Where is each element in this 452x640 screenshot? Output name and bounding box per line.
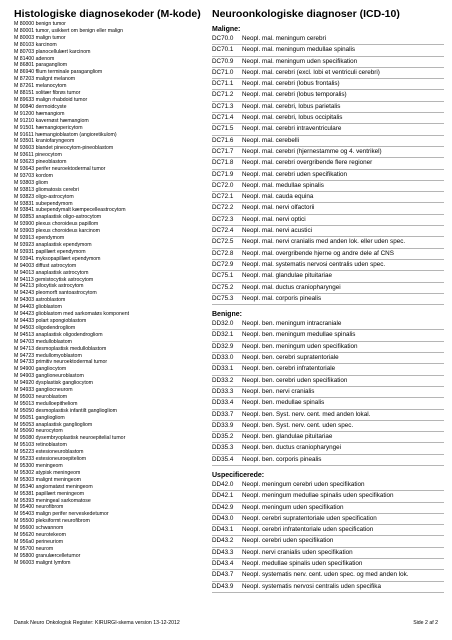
diagnosis-row [212, 249, 444, 260]
histology-code-item: M 91200 hæmangiom [14, 110, 65, 117]
histology-code-item: M 95060 neurocytom [14, 428, 63, 435]
diagnosis-code: DD33.0 [212, 354, 234, 362]
histology-code-item: M 94513 anaplastisk oligodendrogliom [14, 331, 103, 338]
diagnosis-code: DD35.4 [212, 455, 234, 463]
histology-code-item: M 93823 oligo-astrocytom [14, 193, 74, 200]
histology-code-item: M 93913 ependymom [14, 235, 65, 242]
diagnosis-description: Neopl. meningum cerebri uden specifikation [242, 480, 365, 488]
diagnosis-row [212, 34, 444, 45]
histology-code-item: M 93813 gliomatosis cerebri [14, 186, 79, 193]
histology-code-item: M 86940 fllum terminale paragangliom [14, 69, 103, 76]
diagnosis-code: DD43.2 [212, 537, 234, 545]
diagnosis-code: DC75.2 [212, 283, 234, 291]
diagnosis-row [212, 548, 444, 559]
diagnosis-row [212, 215, 444, 226]
diagnosis-row [212, 170, 444, 181]
diagnosis-description: Neopl. mal. cerebri (lobus frontalis) [242, 80, 340, 88]
histology-code-item: M 93941 myksopapillært ependymom [14, 255, 101, 262]
diagnosis-code: DC71.8 [212, 159, 234, 167]
diagnosis-code: DC72.0 [212, 181, 234, 189]
diagnosis-description: Neopl. mal. cerebri overgribende flere regioner [242, 159, 373, 167]
diagnosis-row [212, 582, 444, 593]
diagnosis-code: DD43.0 [212, 514, 234, 522]
diagnosis-code: DC72.4 [212, 227, 234, 235]
section-label: Benigne: [212, 311, 242, 319]
histology-code-item: M 94013 anaplastisk astrocytom [14, 269, 89, 276]
diagnosis-row [212, 364, 444, 375]
diagnosis-code: DD33.4 [212, 399, 234, 407]
diagnosis-code: DC72.8 [212, 249, 234, 257]
diagnosis-code: DC70.1 [212, 46, 234, 54]
histology-code-item: M 94243 pleomorft xantoastrocytom [14, 290, 97, 297]
histology-code-item: M 93803 gliom [14, 179, 49, 186]
diagnosis-code: DC71.4 [212, 114, 234, 122]
histology-code-item: M 80000 benign tumor [14, 21, 66, 27]
diagnosis-row [212, 68, 444, 79]
histology-code-item: M 95700 neurom [14, 545, 54, 552]
histology-code-item: M 93603 blandet pineocytom-pineoblastom [14, 145, 114, 152]
histology-code-item: M 93903 plexus choroideus karcinom [14, 228, 100, 235]
histology-code-item: M 93623 pineoblastom [14, 159, 67, 166]
histology-code-item: M 95050 desmoplastisk infantilt gangliogliom [14, 407, 117, 414]
diagnosis-description: Neopl. meningum uden specifikation [242, 503, 344, 511]
diagnosis-row [212, 353, 444, 364]
histology-code-item: M 90840 dermoidcyste [14, 103, 67, 110]
diagnosis-description: Neopl. mal. meningum medullae spinalis [242, 46, 356, 54]
diagnosis-row [212, 124, 444, 135]
diagnosis-description: Neopl. mal. systematis nervosi centralis uden spec. [242, 260, 386, 268]
histology-code-item: M 80703 planocellulært karcinom [14, 48, 91, 55]
diagnosis-description: Neopl. nervi cranialis uden specifikation [242, 548, 353, 556]
histology-code-item: M 956a0 perineuriom [14, 538, 64, 545]
histology-code-item: M 87261 melanocytom [14, 83, 67, 90]
diagnosis-code: DC75.1 [212, 272, 234, 280]
diagnosis-row [212, 342, 444, 353]
diagnosis-description: Neopl. mal. nervi optici [242, 215, 306, 223]
diagnosis-row [212, 113, 444, 124]
histology-code-item: M 95400 neurofibrom [14, 504, 64, 511]
histology-code-item: M 93841 subependymalt kæmpecelleastrocytom [14, 207, 126, 214]
diagnosis-code: DC75.3 [212, 294, 234, 302]
diagnosis-description: Neopl. mal. cerebri uden specifikation [242, 170, 348, 178]
histology-code-item: M 95233 estesioneuroepiteliom [14, 456, 87, 463]
histology-code-item: M 93643 perifer neuroektodermal tumor [14, 166, 106, 173]
histology-code-item: M 93831 subependymom [14, 200, 73, 207]
diagnosis-code: DC71.0 [212, 68, 234, 76]
diagnosis-description: Neopl. mal. ductus craniopharyngei [242, 283, 341, 291]
diagnosis-code: DD33.3 [212, 387, 234, 395]
diagnosis-row [212, 181, 444, 192]
diagnosis-description: Neopl. mal. cerebri (hjernestamme og 4. ventrikel) [242, 147, 382, 155]
histology-code-item: M 86801 paragangliom [14, 62, 68, 69]
diagnosis-row [212, 455, 444, 466]
histology-code-item: M 95103 retinoblastom [14, 442, 67, 449]
histology-code-item: M 94503 oligodendrogliom [14, 324, 76, 331]
diagnosis-description: Neopl. systematis nervosi centralis uden specifika [242, 582, 381, 590]
diagnosis-code: DC72.2 [212, 204, 234, 212]
section-label: Maligne: [212, 26, 241, 33]
histology-code-item: M 96003 malignt lymfom [14, 559, 71, 566]
diagnosis-row [212, 480, 444, 491]
diagnosis-description: Neopl. systematis nerv. cent. uden spec. og med anden lok. [242, 571, 409, 579]
diagnosis-description: Neopl. mal. meningum cerebri [242, 35, 326, 42]
diagnosis-description: Neopl. cerebri uden specifikation [242, 537, 334, 545]
histology-code-item: M 94303 astroblastom [14, 297, 66, 304]
diagnosis-code: DD35.3 [212, 444, 234, 452]
diagnosis-code: DD32.0 [212, 320, 234, 328]
histology-code-item: M 95303 malignt meningeom [14, 476, 81, 483]
diagnosis-code: DD32.1 [212, 331, 234, 339]
diagnosis-description: Neopl. mal. cerebri intraventriculare [242, 125, 342, 133]
histology-code-item: M 95393 meningeal sarkomatose [14, 497, 91, 504]
histology-code-item: M 94113 gemistocytisk astrocytom [14, 276, 94, 283]
diagnosis-description: Neopl. mal. nervi acustici [242, 227, 312, 235]
diagnosis-row [212, 226, 444, 237]
histology-code-item: M 95800 granulærcelletumor [14, 552, 81, 559]
diagnosis-row [212, 421, 444, 432]
diagnosis-code: DC72.1 [212, 193, 234, 201]
histology-code-item: M 89633 malign rhabdoid tumor [14, 96, 88, 103]
diagnosis-description: Neopl. cerebri infratentoriale uden specification [242, 526, 374, 534]
diagnosis-description: Neopl. ben. nervi cranialis [242, 387, 315, 395]
diagnosis-row [212, 90, 444, 101]
histology-code-item: M 81400 adenom [14, 55, 55, 62]
diagnosis-row [212, 387, 444, 398]
histology-code-item: M 95080 dysembryoplastisk neuroepitelial tumor [14, 435, 126, 442]
diagnosis-row [212, 398, 444, 409]
diagnosis-description: Neopl. cerebri supratentoriale uden specification [242, 514, 377, 522]
diagnosis-description: Neopl. mal. cerebelli [242, 136, 300, 144]
histology-code-item: M 95223 estesioneuroblastom [14, 449, 84, 456]
diagnosis-code: DD33.1 [212, 365, 234, 373]
diagnosis-description: Neopl. ben. Syst. nerv. cent. med anden lokal. [242, 410, 371, 418]
diagnosis-row [212, 376, 444, 387]
histology-code-item: M 94933 gangliocneurom [14, 387, 73, 394]
histology-code-item: M 95003 neuroblastom [14, 393, 68, 400]
histology-code-item: M 94903 ganglioneuroblastom [14, 373, 84, 380]
diagnosis-row [212, 192, 444, 203]
diagnosis-description: Neopl. ben. glandulae pituitariae [242, 433, 333, 441]
histology-code-list [14, 21, 198, 567]
diagnosis-description: Neopl. meningum medullae spinalis uden specifikation [242, 492, 394, 500]
diagnosis-description: Neopl. mal. glandulae pituitariae [242, 272, 332, 280]
histology-code-item: M 94713 desmoplastisk medulloblastom [14, 345, 107, 352]
diagnosis-row [212, 319, 444, 330]
histology-code-item: M 95051 gangliogliom [14, 414, 65, 421]
diagnosis-code: DC71.7 [212, 147, 234, 155]
histology-code-item: M 94403 glioblastom [14, 304, 62, 311]
diagnosis-row [212, 514, 444, 525]
histology-code-item: M 94423 glioblastom med sarkomatøs komponent [14, 311, 130, 318]
section-label: Uspecificerede: [212, 471, 265, 479]
histology-code-item: M 93501 kraniofaryngeom [14, 138, 75, 145]
histology-code-item: M 91210 kavernøst hæmangiom [14, 117, 89, 124]
diagnosis-code: DD43.9 [212, 582, 234, 590]
diagnosis-row [212, 559, 444, 570]
diagnosis-description: Neopl. ben. cerebri supratentoriale [242, 354, 339, 362]
icd10-column [212, 8, 444, 593]
histology-code-item: M 93931 papillært ependymom [14, 248, 86, 255]
diagnosis-description: Neopl. mal. meningum uden specifikation [242, 57, 358, 65]
diagnosis-code: DD33.9 [212, 421, 234, 429]
diagnosis-code: DD43.3 [212, 548, 234, 556]
diagnosis-code: DC71.1 [212, 80, 234, 88]
diagnosis-row [212, 102, 444, 113]
diagnosis-row [212, 203, 444, 214]
histology-code-item: M 93923 anaplastisk ependymom [14, 242, 92, 248]
diagnosis-code: DD42.1 [212, 492, 234, 500]
diagnosis-code: DD42.9 [212, 503, 234, 511]
diagnosis-code: DD43.4 [212, 560, 234, 568]
histology-title: Histologiske diagnosekoder (M-kode) [14, 8, 201, 20]
diagnosis-row [212, 410, 444, 421]
diagnosis-description: Neopl. medullae spinalis uden specifikation [242, 560, 363, 568]
histology-code-item: M 94213 pilocytisk astrocytom [14, 283, 84, 290]
diagnosis-row [212, 147, 444, 158]
footer-page-number: Side 2 af 2 [413, 620, 438, 626]
histology-code-item: M 95053 anaplastisk gangliogliom [14, 421, 93, 428]
histology-code-item: M 94920 dysplastisk gangliocytom [14, 380, 94, 387]
diagnosis-code: DD35.2 [212, 433, 234, 441]
diagnosis-description: Neopl. mal. cerebri (lobus temporalis) [242, 91, 347, 99]
histology-code-item: M 94723 medullomyoblastom [14, 352, 82, 359]
histology-code-item: M 94733 primitiv neuroektodermal tumor [14, 359, 108, 366]
diagnosis-description: Neopl. ben. meningum intracraniale [242, 320, 342, 328]
diagnosis-code: DC72.5 [212, 238, 234, 246]
diagnosis-code: DC71.5 [212, 125, 234, 133]
diagnosis-row [212, 136, 444, 147]
diagnosis-row [212, 525, 444, 536]
histology-column [14, 8, 201, 567]
histology-code-item: M 95500 pleksiformt neurofibrom [14, 518, 90, 525]
diagnosis-description: Neopl. ben. medullae spinalis [242, 399, 325, 407]
diagnosis-row [212, 570, 444, 581]
diagnosis-row [212, 158, 444, 169]
histology-code-item: M 93703 kordom [14, 172, 53, 179]
diagnosis-description: Neopl. ben. Syst. nerv. cent. uden spec. [242, 421, 354, 429]
diagnosis-description: Neopl. mal. corporis pinealis [242, 294, 322, 302]
histology-code-item: M 80003 malign tumor [14, 34, 66, 41]
diagnosis-code: DC72.3 [212, 215, 234, 223]
diagnosis-row [212, 283, 444, 294]
diagnosis-code: DC71.2 [212, 91, 234, 99]
diagnosis-description: Neopl. mal. cauda equina [242, 193, 314, 201]
diagnosis-row [212, 330, 444, 341]
diagnosis-row [212, 45, 444, 56]
histology-code-item: M 95600 schwannom [14, 525, 64, 532]
histology-code-item: M 87203 malignt melanom [14, 76, 76, 83]
diagnosis-code: DC71.9 [212, 170, 234, 178]
diagnosis-code: DD43.7 [212, 571, 234, 579]
histology-code-item: M 94433 polart spongioblastom [14, 317, 87, 324]
diagnosis-row [212, 432, 444, 443]
diagnosis-description: Neopl. ben. meningum uden specifikation [242, 342, 358, 350]
histology-code-item: M 88151 solitær fibrøs tumor [14, 90, 81, 97]
diagnosis-row [212, 503, 444, 514]
diagnosis-code: DC70.0 [212, 35, 234, 42]
diagnosis-row [212, 491, 444, 502]
histology-code-item: M 91501 hæmangiopericytom [14, 124, 83, 131]
histology-code-item: M 95381 papillært meningeom [14, 490, 85, 497]
diagnosis-row [212, 536, 444, 547]
histology-code-item: M 95300 meningeom [14, 463, 63, 469]
diagnosis-description: Neopl. mal. medullae spinalis [242, 181, 324, 189]
histology-code-item: M 95620 neurotekeom [14, 532, 66, 539]
histology-code-item: M 95013 medulloepitheliom [14, 400, 78, 407]
diagnosis-code: DC71.6 [212, 136, 234, 144]
histology-code-item: M 80103 karcinom [14, 41, 57, 48]
histology-code-item: M 95403 malign perifer nerveskedetumor [14, 511, 109, 518]
histology-code-item: M 93611 pineocytom [14, 152, 62, 159]
histology-code-item: M 93900 plexus choroideus papillom [14, 221, 99, 228]
diagnosis-row [212, 271, 444, 282]
diagnosis-row [212, 237, 444, 248]
diagnosis-row [212, 294, 444, 305]
diagnosis-row [212, 79, 444, 90]
histology-code-item: M 94003 diffust astrocytom [14, 262, 77, 269]
diagnosis-description: Neopl. ben. corporis pinealis [242, 455, 322, 463]
diagnosis-description: Neopl. mal. cerebri, lobus parietalis [242, 102, 341, 110]
diagnosis-description: Neopl. mal. nervi cranialis med anden lok. eller uden spec. [242, 238, 406, 246]
diagnosis-code: DD32.9 [212, 342, 234, 350]
diagnosis-code: DC71.3 [212, 102, 234, 110]
diagnosis-code: DC72.9 [212, 260, 234, 268]
diagnosis-description: Neopl. ben. ductus craniopharyngei [242, 444, 342, 452]
page-footer [14, 620, 438, 627]
histology-code-item: M 94703 medulloblastom [14, 338, 72, 345]
histology-code-item: M 94900 gangliocytom [14, 366, 67, 373]
diagnosis-description: Neopl. mal. overgribende hjerne og andre dele af CNS [242, 249, 394, 257]
diagnosis-description: Neopl. ben. cerebri infratentoriale [242, 365, 336, 373]
diagnosis-code: DC70.9 [212, 57, 234, 65]
footer-register-text: Dansk Neuro Onkologisk Register: KIRURGI-skema version 13-12-2012 [14, 620, 180, 626]
histology-code-item: M 95340 angiomatøst meningeom [14, 483, 93, 490]
diagnosis-description: Neopl. mal. cerebri, lobus occipitalis [242, 114, 343, 122]
diagnosis-description: Neopl. mal. nervi olfactorii [242, 204, 315, 212]
diagnosis-code: DD43.1 [212, 526, 234, 534]
diagnosis-description: Neopl. ben. meningum medullae spinalis [242, 331, 356, 339]
diagnosis-code: DD33.2 [212, 376, 234, 384]
diagnosis-row [212, 260, 444, 271]
diagnosis-description: Neopl. ben. cerebri uden specifikation [242, 376, 348, 384]
histology-code-item: M 93853 anaplastisk oligo-astrocytom [14, 214, 102, 221]
diagnosis-description: Neopl. mal. cerebri (excl. lobi et ventriculi cerebri) [242, 68, 380, 76]
diagnosis-row [212, 57, 444, 68]
histology-code-item: M 95302 atypisk meningeom [14, 469, 81, 476]
diagnosis-code: DD33.7 [212, 410, 234, 418]
histology-code-item: M 80001 tumor, usikkert om benign eller malign [14, 27, 123, 34]
diagnosis-code: DD42.0 [212, 480, 234, 488]
icd10-title: Neuroonkologiske diagnoser (ICD-10) [212, 8, 400, 20]
histology-code-item: M 91611 hæmangioblastom (angioretikulom) [14, 131, 117, 138]
diagnosis-row [212, 443, 444, 454]
